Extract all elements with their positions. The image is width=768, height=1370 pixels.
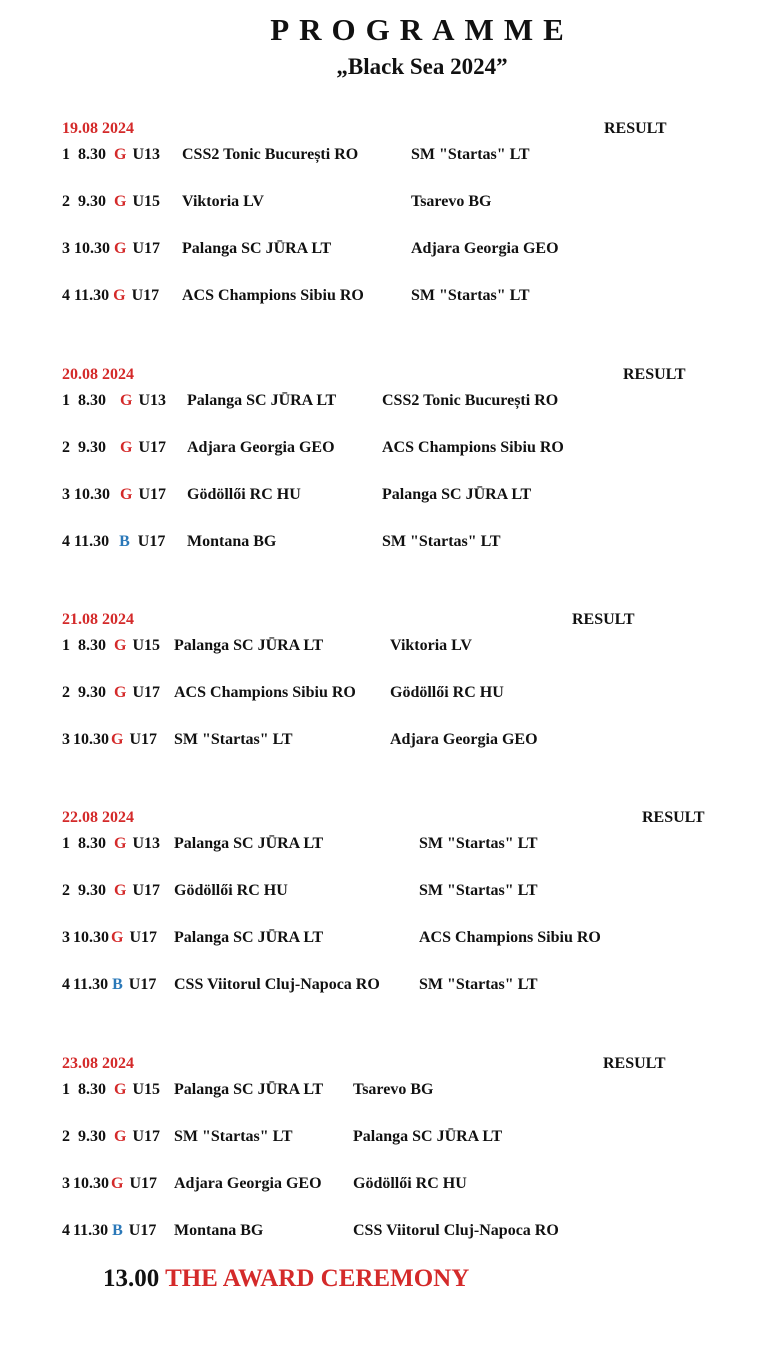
group-letter: G (114, 684, 127, 701)
match-row: 4 11.30 B U17 CSS Viitorul Cluj-Napoca RO SM "Startas" LT (62, 974, 742, 996)
group-letter: B (112, 1222, 123, 1239)
match-row: 2 9.30 G U17 Adjara Georgia GEO ACS Champions Sibiu RO (62, 437, 742, 459)
match-row: 1 8.30 G U13 CSS2 Tonic București RO SM "Startas" LT (62, 144, 742, 166)
day-date: 21.08 2024 (62, 611, 134, 628)
day-date: 19.08 2024 (62, 120, 134, 137)
result-label: RESULT (623, 366, 686, 383)
team-home: Palanga SC JŪRA LT (174, 637, 324, 654)
match-row: 3 10.30 G U17 Palanga SC JŪRA LT ACS Champions Sibiu RO (62, 927, 742, 949)
team-away: SM "Startas" LT (382, 533, 501, 550)
team-home: Adjara Georgia GEO (187, 439, 335, 456)
team-away: Tsarevo BG (353, 1081, 434, 1098)
team-home: SM "Startas" LT (174, 1128, 293, 1145)
result-label: RESULT (603, 1055, 666, 1072)
match-row: 2 9.30 G U17 Gödöllői RC HU SM "Startas" LT (62, 880, 742, 902)
match-row: 3 10.30 G U17 SM "Startas" LT Adjara Georgia GEO (62, 729, 742, 751)
match-row: 4 11.30 B U17 Montana BG SM "Startas" LT (62, 531, 742, 553)
page-subtitle: „Black Sea 2024” (336, 54, 508, 79)
award-ceremony (103, 1265, 469, 1293)
team-home: ACS Champions Sibiu RO (182, 287, 364, 304)
team-home: Gödöllői RC HU (174, 882, 288, 899)
team-away: Adjara Georgia GEO (390, 731, 538, 748)
group-letter: G (114, 240, 127, 257)
team-away: Palanga SC JŪRA LT (382, 486, 532, 503)
group-letter: G (114, 1081, 127, 1098)
group-letter: G (113, 287, 126, 304)
team-home: Viktoria LV (182, 193, 264, 210)
group-letter: G (114, 882, 127, 899)
team-away: ACS Champions Sibiu RO (382, 439, 564, 456)
group-letter: G (114, 835, 127, 852)
group-letter: G (114, 1128, 127, 1145)
team-away: SM "Startas" LT (419, 976, 538, 993)
team-away: CSS2 Tonic București RO (382, 392, 559, 409)
group-letter: B (119, 533, 130, 550)
team-home: Palanga SC JŪRA LT (174, 1081, 324, 1098)
team-home: ACS Champions Sibiu RO (174, 684, 356, 701)
team-home: Adjara Georgia GEO (174, 1175, 322, 1192)
day-date: 20.08 2024 (62, 366, 134, 383)
group-letter: B (112, 976, 123, 993)
match-row: 1 8.30 G U15 Palanga SC JŪRA LT Tsarevo BG (62, 1079, 742, 1101)
match-row: 3 10.30 G U17 Gödöllői RC HU Palanga SC JŪRA LT (62, 484, 742, 506)
team-home: CSS2 Tonic București RO (182, 146, 359, 163)
team-home: Montana BG (187, 533, 277, 550)
team-home: Palanga SC JŪRA LT (187, 392, 337, 409)
day-date: 22.08 2024 (62, 809, 134, 826)
page-title: PROGRAMME (270, 12, 574, 47)
match-row: 1 8.30 G U13 Palanga SC JŪRA LT CSS2 Tonic București RO (62, 390, 742, 412)
match-row: 3 10.30 G U17 Adjara Georgia GEO Gödöllői RC HU (62, 1173, 742, 1195)
match-row: 3 10.30 G U17 Palanga SC JŪRA LT Adjara Georgia GEO (62, 238, 742, 260)
team-away: SM "Startas" LT (419, 882, 538, 899)
group-letter: G (120, 439, 133, 456)
team-away: SM "Startas" LT (411, 146, 530, 163)
team-home: Montana BG (174, 1222, 264, 1239)
team-away: Gödöllői RC HU (390, 684, 504, 701)
match-row: 4 11.30 B U17 Montana BG CSS Viitorul Cluj-Napoca RO (62, 1220, 742, 1242)
team-home: Palanga SC JŪRA LT (174, 929, 324, 946)
team-away: Adjara Georgia GEO (411, 240, 559, 257)
team-home: SM "Startas" LT (174, 731, 293, 748)
team-away: Viktoria LV (390, 637, 472, 654)
result-label: RESULT (604, 120, 667, 137)
match-row: 2 9.30 G U17 ACS Champions Sibiu RO Gödöllői RC HU (62, 682, 742, 704)
team-home: Palanga SC JŪRA LT (174, 835, 324, 852)
team-home: Palanga SC JŪRA LT (182, 240, 332, 257)
team-away: Tsarevo BG (411, 193, 492, 210)
team-away: SM "Startas" LT (419, 835, 538, 852)
result-label: RESULT (572, 611, 635, 628)
group-letter: G (111, 929, 124, 946)
group-letter: G (120, 486, 133, 503)
group-letter: G (114, 637, 127, 654)
award-time: 13.00 (103, 1265, 160, 1292)
day-date: 23.08 2024 (62, 1055, 134, 1072)
match-row: 1 8.30 G U15 Palanga SC JŪRA LT Viktoria LV (62, 635, 742, 657)
match-row: 2 9.30 G U17 SM "Startas" LT Palanga SC JŪRA LT (62, 1126, 742, 1148)
team-away: CSS Viitorul Cluj-Napoca RO (353, 1222, 559, 1239)
award-label: THE AWARD CEREMONY (165, 1265, 470, 1292)
team-away: ACS Champions Sibiu RO (419, 929, 601, 946)
group-letter: G (111, 731, 124, 748)
group-letter: G (120, 392, 133, 409)
team-away: Gödöllői RC HU (353, 1175, 467, 1192)
group-letter: G (114, 193, 127, 210)
match-row: 4 11.30 G U17 ACS Champions Sibiu RO SM "Startas" LT (62, 285, 742, 307)
team-away: Palanga SC JŪRA LT (353, 1128, 503, 1145)
group-letter: G (111, 1175, 124, 1192)
result-label: RESULT (642, 809, 705, 826)
match-row: 1 8.30 G U13 Palanga SC JŪRA LT SM "Startas" LT (62, 833, 742, 855)
team-home: CSS Viitorul Cluj-Napoca RO (174, 976, 380, 993)
group-letter: G (114, 146, 127, 163)
match-row: 2 9.30 G U15 Viktoria LV Tsarevo BG (62, 191, 742, 213)
team-home: Gödöllői RC HU (187, 486, 301, 503)
team-away: SM "Startas" LT (411, 287, 530, 304)
